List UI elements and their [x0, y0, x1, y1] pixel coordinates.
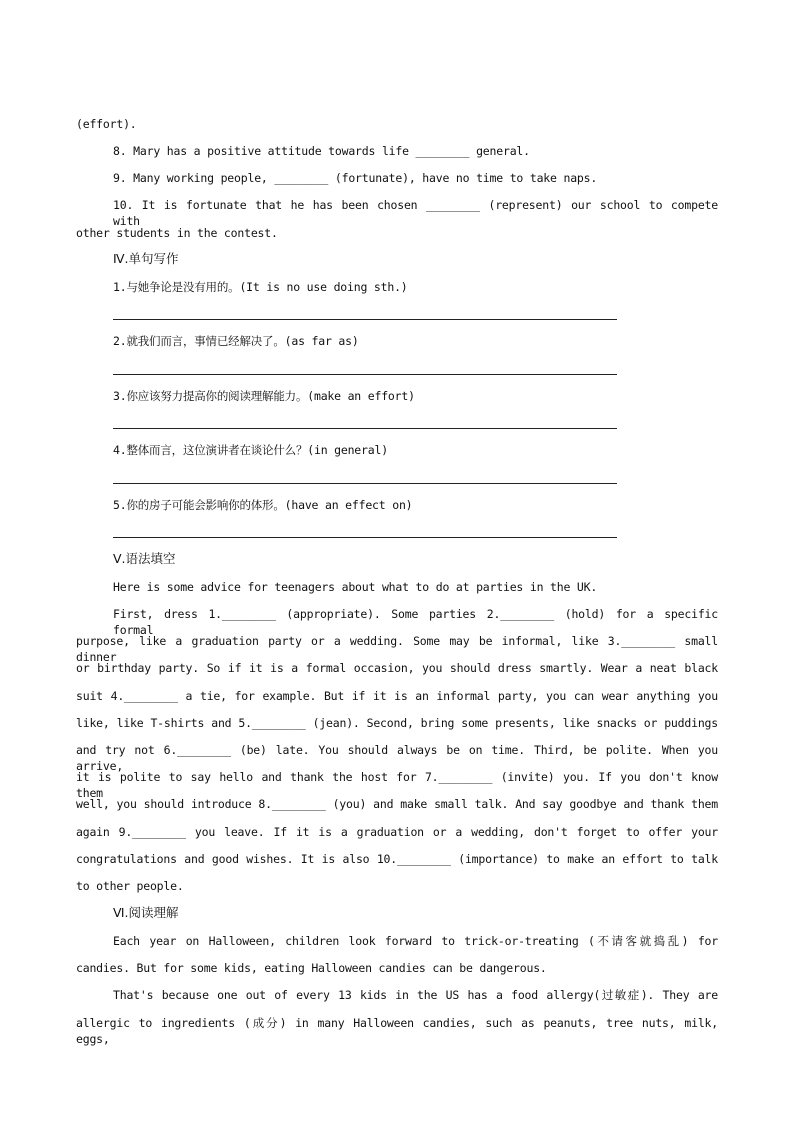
- reading-line-2: candies. But for some kids, eating Halloween candies can be dangerous.: [76, 961, 547, 975]
- answer-line-5[interactable]: [113, 537, 617, 538]
- grammar-line-7: and try not 6.________ (be) late. You should always be on time. Third, be polite. When you arrive,: [76, 743, 718, 773]
- writing-item-4: 4.整体而言，这位演讲者在谈论什么？(in general): [113, 443, 388, 457]
- grammar-line-6: like, like T-shirts and 5.________ (jean). Second, bring some presents, like snacks or puddings: [76, 716, 718, 730]
- reading-line-3: That's because one out of every 13 kids in the US has a food allergy(过敏症). They are: [113, 988, 718, 1002]
- reading-line-4: allergic to ingredients (成分) in many Halloween candies, such as peanuts, tree nuts, milk, eggs,: [76, 1016, 718, 1046]
- answer-line-1[interactable]: [113, 319, 617, 320]
- writing-item-5: 5.你的房子可能会影响你的体形。(have an effect on): [113, 498, 413, 512]
- grammar-line-2: First, dress 1.________ (appropriate). Some parties 2.________ (hold) for a specific formal: [113, 607, 718, 637]
- grammar-line-9: well, you should introduce 8.________ (you) and make small talk. And say goodbye and thank them: [76, 797, 718, 811]
- answer-line-2[interactable]: [113, 374, 617, 375]
- grammar-line-3: purpose, like a graduation party or a wedding. Some may be informal, like 3.________ small dinner: [76, 634, 718, 664]
- grammar-line-12: to other people.: [76, 879, 184, 893]
- grammar-line-5: suit 4.________ a tie, for example. But if it is an informal party, you can wear anything you: [76, 689, 718, 703]
- section-iv-heading: Ⅳ.单句写作: [113, 251, 179, 266]
- question-10-line-2: other students in the contest.: [76, 226, 278, 240]
- question-8: 8. Mary has a positive attitude towards life ________ general.: [113, 144, 530, 158]
- writing-item-2: 2.就我们而言，事情已经解决了。(as far as): [113, 334, 359, 348]
- writing-item-3: 3.你应该努力提高你的阅读理解能力。(make an effort): [113, 389, 415, 403]
- answer-line-4[interactable]: [113, 483, 617, 484]
- reading-line-1: Each year on Halloween, children look forward to trick-or-treating (不请客就捣乱) for: [113, 934, 718, 948]
- question-10-line-1: 10. It is fortunate that he has been chosen ________ (represent) our school to compete with: [113, 198, 718, 228]
- grammar-line-4: or birthday party. So if it is a formal occasion, you should dress smartly. Wear a neat black: [76, 661, 718, 675]
- grammar-line-8: it is polite to say hello and thank the host for 7.________ (invite) you. If you don't know them: [76, 770, 718, 800]
- question-9: 9. Many working people, ________ (fortunate), have no time to take naps.: [113, 171, 598, 185]
- writing-item-1: 1.与她争论是没有用的。(It is no use doing sth.): [113, 280, 408, 294]
- grammar-line-11: congratulations and good wishes. It is also 10.________ (importance) to make an effort to talk: [76, 852, 718, 866]
- text-line-effort: (effort).: [76, 117, 137, 131]
- section-vi-heading: Ⅵ.阅读理解: [113, 905, 179, 920]
- grammar-line-10: again 9.________ you leave. If it is a graduation or a wedding, don't forget to offer your: [76, 825, 718, 839]
- grammar-line-1: Here is some advice for teenagers about what to do at parties in the UK.: [113, 580, 598, 594]
- answer-line-3[interactable]: [113, 428, 617, 429]
- section-v-heading: Ⅴ.语法填空: [113, 551, 176, 566]
